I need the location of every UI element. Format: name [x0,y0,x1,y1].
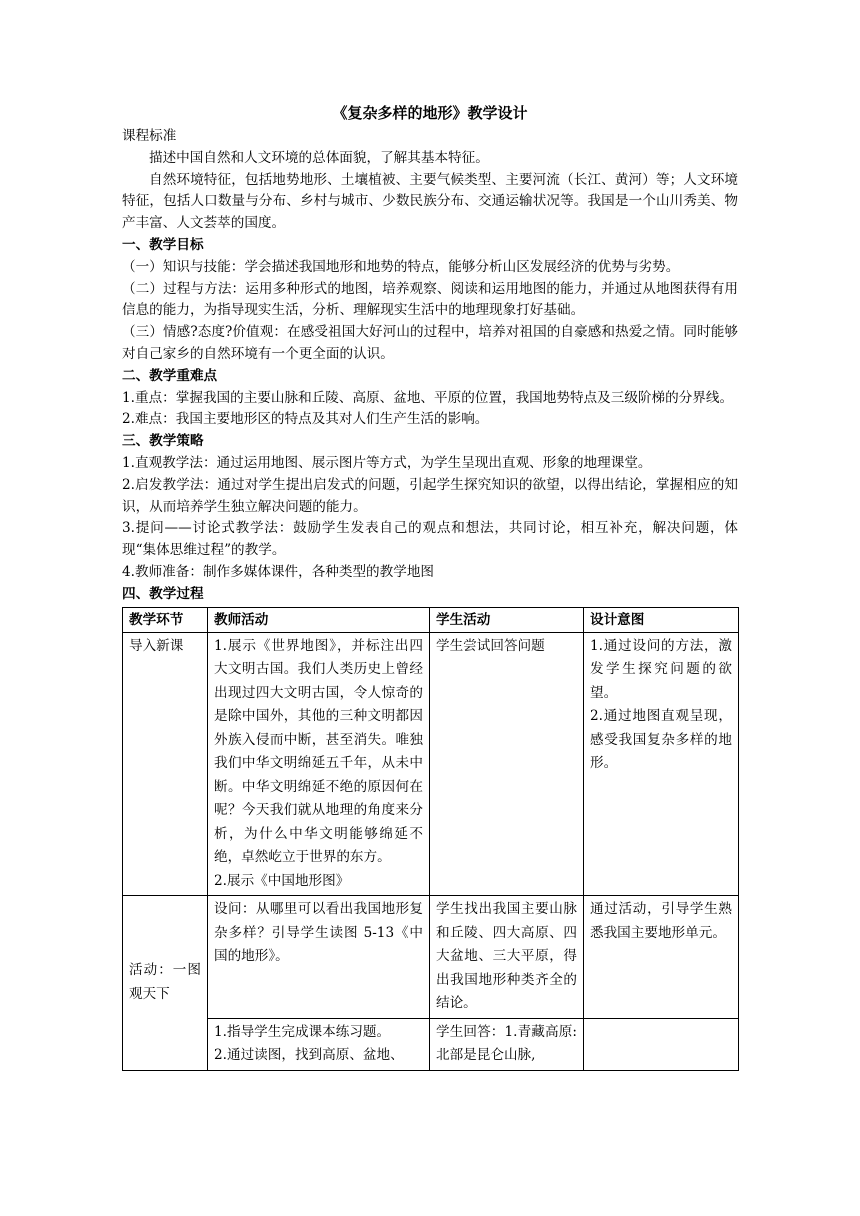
header-teacher: 教师活动 [208,607,430,632]
table-row [123,896,739,1019]
teaching-process-table [122,607,739,1071]
table-header-row [123,607,739,632]
cell-teacher [208,1018,430,1070]
cell-teacher: 设问：从哪里可以看出我国地形复杂多样？引导学生读图 5-13《中国的地形》。 [208,896,430,1019]
goal-knowledge: （一）知识与技能：学会描述我国地形和地势的特点，能够分析山区发展经济的优势与劣势。 [122,258,680,275]
key-point-2: 2.难点：我国主要地形区的特点及其对人们生产生活的影响。 [122,411,489,428]
cell-stage: 活动：一图观天下 [123,896,208,1071]
cell-intent: 通过活动，引导学生熟悉我国主要地形单元。 [584,896,739,1019]
standard-paragraph-1: 描述中国自然和人文环境的总体面貌，了解其基本特征。 [149,149,489,166]
teacher-activity-2: 2.展示《中国地形图》 [214,872,350,889]
section-heading-key-points: 二、教学重难点 [122,367,218,384]
teacher-activity-1: 1.展示《世界地图》，并标注出四大文明古国。我们人类历史上曾经出现过四大文明古国，令人惊奇的是除中国外，其他的三种文明都因外族入侵而中断，甚至消失。唯独我们中华文明绵延五千年，从未中断。中华文明绵延不绝的原因何在呢？今天我们就从地理的角度来分析，为什么中华文明能够绵延不绝，卓然屹立于世界的东方。 [214,637,423,866]
cell-student: 学生回答：1.青藏高原:北部是昆仑山脉, [430,1018,584,1070]
intent-1: 1.通过设问的方法，激发学生探究问题的欲望。 [590,637,732,701]
key-point-1: 1.重点：掌握我国的主要山脉和丘陵、高原、盆地、平原的位置，我国地势特点及三级阶梯的分界线。 [122,389,734,406]
cell-stage: 导入新课 [123,632,208,896]
standard-paragraph-2: 自然环境特征，包括地势地形、土壤植被、主要气候类型、主要河流（长江、黄河）等；人文环境特征，包括人口数量与分布、乡村与城市、少数民族分布、交通运输状况等。我国是一个山川秀美、物产丰富、人文荟萃的国度。 [122,171,738,232]
header-student: 学生活动 [430,607,584,632]
goal-process: （二）过程与方法：运用多种形式的地图，培养观察、阅读和运用地图的能力，并通过从地图获得有用信息的能力，为指导现实生活，分析、理解现实生活中的地理现象打好基础。 [122,280,738,319]
standard-heading: 课程标准 [122,128,177,144]
table-row [123,1018,739,1070]
teacher-activity-1: 1.指导学生完成课本练习题。 [214,1023,391,1040]
cell-student: 学生尝试回答问题 [430,632,584,896]
document-page [122,100,738,1071]
header-stage: 教学环节 [123,607,208,632]
cell-intent [584,632,739,896]
header-intent: 设计意图 [584,607,739,632]
teacher-activity-2: 2.通过读图，找到高原、盆地、 [214,1047,404,1064]
document-title: 《复杂多样的地形》教学设计 [332,104,528,122]
section-heading-goals: 一、教学目标 [122,236,204,253]
cell-intent [584,1018,739,1070]
table-row [123,632,739,896]
strategy-2: 2.启发教学法：通过对学生提出启发式的问题，引起学生探究知识的欲望，以得出结论，掌握相应的知识，从而培养学生独立解决问题的能力。 [122,476,738,515]
section-heading-strategy: 三、教学策略 [122,433,204,450]
strategy-3: 3.提问——讨论式教学法：鼓励学生发表自己的观点和想法，共同讨论，相互补充，解决问题，体现“集体思维过程”的教学。 [122,520,738,559]
intent-2: 2.通过地图直观呈现，感受我国复杂多样的地形。 [590,708,732,772]
cell-student: 学生找出我国主要山脉和丘陵、四大高原、四大盆地、三大平原，得出我国地形种类齐全的结论。 [430,896,584,1019]
section-heading-process: 四、教学过程 [122,585,204,602]
goal-emotion: （三）情感?态度?价值观：在感受祖国大好河山的过程中，培养对祖国的自豪感和热爱之情。同时能够对自己家乡的自然环境有一个更全面的认识。 [122,324,738,362]
cell-teacher [208,632,430,896]
strategy-4: 4.教师准备：制作多媒体课件，各种类型的教学地图 [122,563,435,580]
strategy-1: 1.直观教学法：通过运用地图、展示图片等方式，为学生呈现出直观、形象的地理课堂。 [122,454,652,471]
